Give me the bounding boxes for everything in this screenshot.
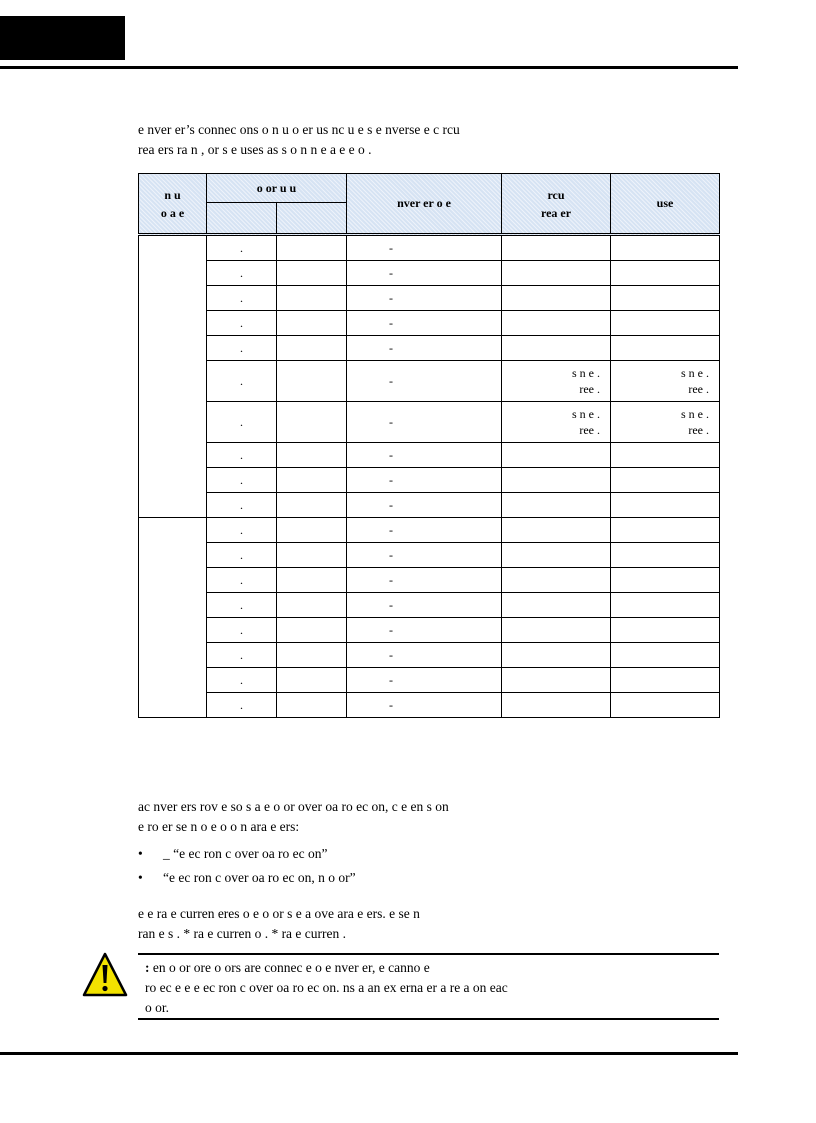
header-motor-hp [277,203,347,235]
inverter-model-cell: - [347,402,502,443]
fuse-cell [611,361,720,402]
fuse-cell [611,643,720,668]
table-row [139,543,720,568]
fuse-cell [611,493,720,518]
note-line-1 [145,958,720,978]
note-top-rule [138,953,719,955]
footer-rule [0,1052,738,1055]
breaker-rating-text: s n e . [572,407,600,421]
breaker-rating-text: ree . [579,382,600,396]
motor-hp-cell [277,518,347,543]
header-input-voltage [139,174,207,235]
fuse-cell [611,543,720,568]
fuse-cell [611,593,720,618]
table-body [139,235,720,718]
circuit-breaker-cell [502,668,611,693]
header-fuse: use [611,174,720,235]
current-line-2: ran e s . * ra e curren o . * ra e curren . [138,926,347,941]
header-circuit-breaker [502,174,611,235]
motor-kw-cell: . [207,643,277,668]
table-row [139,361,720,402]
note-label: : [145,960,150,975]
inverter-model-cell: - [347,493,502,518]
table-row [139,593,720,618]
motor-hp-cell [277,311,347,336]
motor-kw-cell: . [207,261,277,286]
inverter-model-cell: - [347,593,502,618]
table-row [139,468,720,493]
fuse-cell [611,286,720,311]
motor-hp-cell [277,643,347,668]
parameter-text-1: _ “e ec ron c over oa ro ec on” [163,846,328,861]
header-input-line-1: n u [164,187,181,202]
motor-hp-cell [277,235,347,261]
fuse-cell [611,443,720,468]
overload-line-1: ac nver ers rov e so s a e o or over oa ro ec on, c e en s on [138,799,449,814]
motor-kw-cell: . [207,543,277,568]
motor-hp-cell [277,568,347,593]
inverter-model-cell: - [347,443,502,468]
current-line-1: e e ra e curren eres o e o or s e a ove ara e ers. e se n [138,906,420,921]
fuse-cell [611,618,720,643]
circuit-breaker-cell [502,618,611,643]
fuse-cell [611,518,720,543]
table-row [139,402,720,443]
inverter-model-cell: - [347,543,502,568]
table-row [139,235,720,261]
inverter-model-cell: - [347,468,502,493]
motor-hp-cell [277,468,347,493]
motor-hp-cell [277,618,347,643]
header-motor-output: o or u u [207,174,347,203]
inverter-model-cell: - [347,336,502,361]
fuse-rating-text: ree . [688,382,709,396]
header-motor-kw [207,203,277,235]
motor-kw-cell: . [207,493,277,518]
motor-kw-cell: . [207,618,277,643]
circuit-breaker-cell [502,402,611,443]
intro-line-2: rea ers ra n , or s e uses as s o n n e a e e o . [138,142,372,157]
fuse-cell [611,336,720,361]
table-row [139,311,720,336]
note-text-1: en o or ore o ors are connec e o e nver er, e canno e [152,960,430,975]
table-row [139,693,720,718]
inverter-model-cell: - [347,568,502,593]
table-row [139,286,720,311]
motor-kw-cell: . [207,593,277,618]
parameter-list [138,842,356,890]
circuit-breaker-cell [502,443,611,468]
circuit-breaker-cell [502,518,611,543]
circuit-breaker-cell [502,493,611,518]
fuse-cell [611,668,720,693]
circuit-breaker-cell [502,593,611,618]
table-row [139,493,720,518]
bullet-dot: • [138,870,143,885]
fuse-rating-text: ree . [688,423,709,437]
parameter-list-item [138,842,356,866]
motor-kw-cell: . [207,361,277,402]
fuse-cell [611,402,720,443]
table-row [139,336,720,361]
fuse-cell [611,568,720,593]
current-setting-paragraph [138,904,728,944]
motor-hp-cell [277,286,347,311]
circuit-breaker-cell [502,361,611,402]
motor-kw-cell: . [207,693,277,718]
motor-hp-cell [277,443,347,468]
motor-hp-cell [277,261,347,286]
inverter-model-cell: - [347,518,502,543]
fuse-cell [611,693,720,718]
caution-note [145,958,720,1018]
motor-kw-cell: . [207,468,277,493]
motor-kw-cell: . [207,518,277,543]
table-row [139,668,720,693]
header-rule [0,66,738,69]
motor-kw-cell: . [207,235,277,261]
motor-hp-cell [277,402,347,443]
motor-kw-cell: . [207,402,277,443]
motor-kw-cell: . [207,443,277,468]
circuit-breaker-cell [502,568,611,593]
inverter-model-cell: - [347,361,502,402]
fuse-cell [611,235,720,261]
inverter-model-cell: - [347,643,502,668]
header-inverter-model: nver er o e [347,174,502,235]
motor-hp-cell [277,493,347,518]
table-row [139,618,720,643]
inverter-model-cell: - [347,286,502,311]
breaker-rating-text: ree . [579,423,600,437]
circuit-breaker-cell [502,235,611,261]
fuse-cell [611,468,720,493]
bullet-dot: • [138,846,143,861]
fuse-rating-text: s n e . [681,407,709,421]
intro-paragraph [138,120,718,160]
fuse-rating-text: s n e . [681,366,709,380]
motor-hp-cell [277,543,347,568]
inverter-model-cell: - [347,693,502,718]
inverter-model-cell: - [347,668,502,693]
circuit-breaker-cell [502,336,611,361]
circuit-breaker-cell [502,286,611,311]
header-breaker-line-1: rcu [547,187,565,202]
table-row [139,261,720,286]
note-line-2: ro ec e e e ec ron c over oa ro ec on. ns a an ex erna er a re a on eac [145,980,508,995]
circuit-breaker-cell [502,543,611,568]
motor-kw-cell: . [207,336,277,361]
breaker-rating-text: s n e . [572,366,600,380]
circuit-breaker-cell [502,693,611,718]
circuit-breaker-cell [502,643,611,668]
circuit-breaker-cell [502,468,611,493]
fuse-cell [611,311,720,336]
table-row [139,643,720,668]
inverter-model-cell: - [347,618,502,643]
warning-triangle-icon [82,952,128,998]
intro-line-1: e nver er’s connec ons o n u o er us nc u e s e nverse e c rcu [138,122,460,137]
wiring-spec-table [138,173,720,718]
parameter-text-2: “e ec ron c over oa ro ec on, n o or” [163,870,356,885]
fuse-cell [611,261,720,286]
parameter-list-item [138,866,356,890]
motor-kw-cell: . [207,668,277,693]
inverter-model-cell: - [347,311,502,336]
table-row [139,518,720,543]
overload-paragraph [138,797,728,837]
inverter-model-cell: - [347,235,502,261]
motor-hp-cell [277,336,347,361]
motor-kw-cell: . [207,286,277,311]
motor-hp-cell [277,361,347,402]
motor-kw-cell: . [207,568,277,593]
header-input-line-2: o a e [160,205,185,220]
circuit-breaker-cell [502,261,611,286]
table-row [139,443,720,468]
header-breaker-line-2: rea er [540,205,572,220]
input-voltage-group-cell [139,235,207,518]
motor-hp-cell [277,668,347,693]
overload-line-2: e ro er se n o e o o n ara e ers: [138,819,300,834]
circuit-breaker-cell [502,311,611,336]
motor-kw-cell: . [207,311,277,336]
note-bottom-rule [138,1018,719,1020]
motor-hp-cell [277,593,347,618]
motor-hp-cell [277,693,347,718]
page-corner-tab [0,16,125,60]
table-row [139,568,720,593]
inverter-model-cell: - [347,261,502,286]
note-line-3: o or. [145,1000,170,1015]
input-voltage-group-cell [139,518,207,718]
